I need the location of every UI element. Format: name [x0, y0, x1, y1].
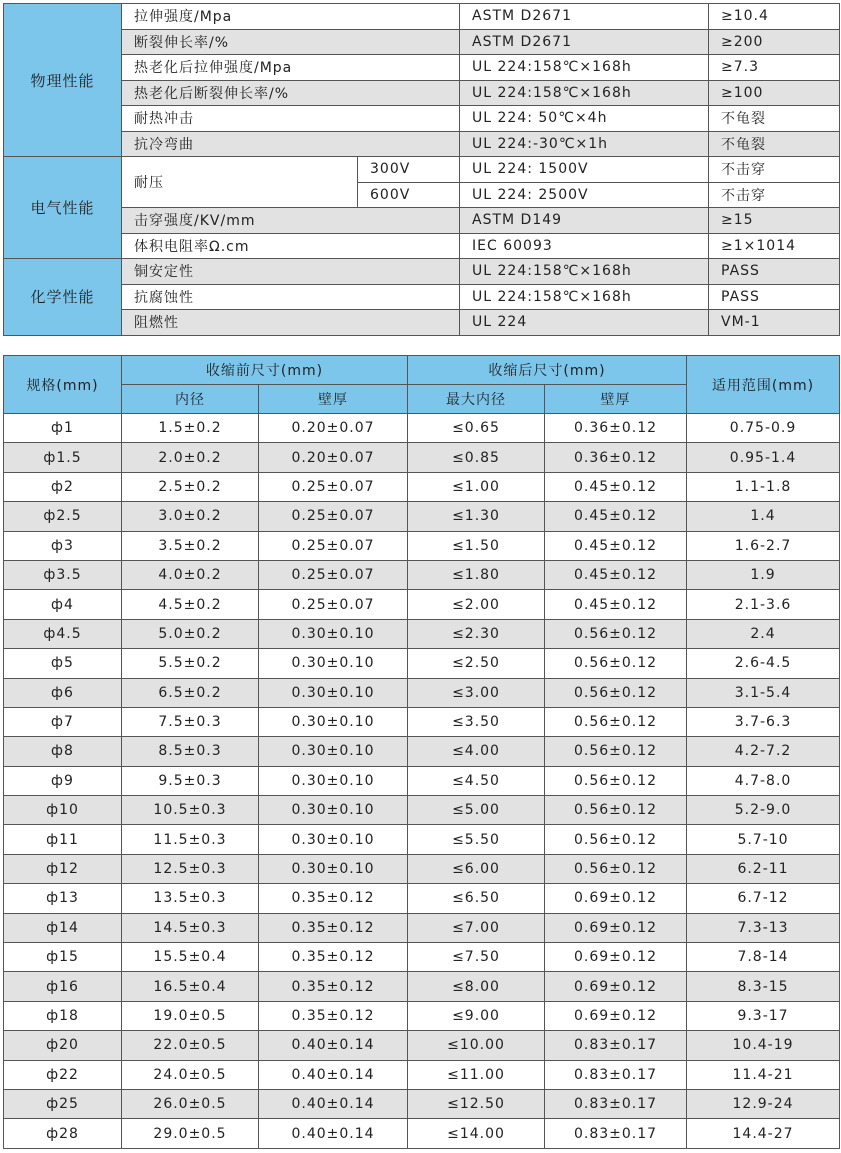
max-inner-diameter-cell: ≤12.50: [408, 1089, 545, 1118]
wall-thickness-cell: 0.40±0.14: [259, 1089, 408, 1118]
wall-thickness-cell: 0.30±0.10: [259, 707, 408, 736]
max-inner-diameter-cell: ≤3.50: [408, 707, 545, 736]
table-row: [4, 1060, 840, 1089]
header-after-shrink: 收缩后尺寸(mm): [408, 356, 687, 385]
max-inner-diameter-cell: ≤2.50: [408, 649, 545, 678]
max-inner-diameter-cell: ≤5.00: [408, 796, 545, 825]
wall-thickness-cell: 0.40±0.14: [259, 1031, 408, 1060]
wall-thickness-cell: 0.25±0.07: [259, 560, 408, 589]
max-inner-diameter-cell: ≤0.85: [408, 443, 545, 472]
range-cell: 8.3-15: [687, 972, 840, 1001]
property-row: [4, 4, 840, 30]
inner-diameter-cell: 9.5±0.3: [122, 766, 259, 795]
inner-diameter-cell: 4.0±0.2: [122, 560, 259, 589]
header-before-shrink: 收缩前尺寸(mm): [122, 356, 408, 385]
max-inner-diameter-cell: ≤1.30: [408, 502, 545, 531]
property-value: ≥10.4: [709, 4, 840, 30]
range-cell: 2.6-4.5: [687, 649, 840, 678]
range-cell: 1.1-1.8: [687, 472, 840, 501]
table-row: [4, 590, 840, 619]
table-row: [4, 1119, 840, 1148]
property-row: [4, 284, 840, 310]
property-value: PASS: [709, 284, 840, 310]
spec-cell: ф18: [4, 1001, 122, 1030]
inner-diameter-cell: 12.5±0.3: [122, 854, 259, 883]
property-value: ≥200: [709, 29, 840, 55]
wall-thickness-after-cell: 0.83±0.17: [545, 1060, 687, 1089]
max-inner-diameter-cell: ≤4.00: [408, 737, 545, 766]
wall-thickness-after-cell: 0.69±0.12: [545, 1001, 687, 1030]
inner-diameter-cell: 24.0±0.5: [122, 1060, 259, 1089]
range-cell: 2.4: [687, 619, 840, 648]
inner-diameter-cell: 16.5±0.4: [122, 972, 259, 1001]
wall-thickness-cell: 0.30±0.10: [259, 796, 408, 825]
range-cell: 14.4-27: [687, 1119, 840, 1148]
spec-cell: ф12: [4, 854, 122, 883]
range-cell: 7.3-13: [687, 913, 840, 942]
property-method: UL 224:158℃×168h: [460, 259, 709, 285]
property-value: ≥100: [709, 80, 840, 106]
spec-cell: ф20: [4, 1031, 122, 1060]
max-inner-diameter-cell: ≤14.00: [408, 1119, 545, 1148]
inner-diameter-cell: 11.5±0.3: [122, 825, 259, 854]
range-cell: 5.2-9.0: [687, 796, 840, 825]
wall-thickness-after-cell: 0.83±0.17: [545, 1031, 687, 1060]
spec-cell: ф1: [4, 414, 122, 443]
property-item: 抗冷弯曲: [122, 131, 460, 157]
spec-cell: ф3.5: [4, 560, 122, 589]
property-value: 不击穿: [709, 157, 840, 183]
property-method: IEC 60093: [460, 233, 709, 259]
property-method: UL 224:158℃×168h: [460, 284, 709, 310]
range-cell: 12.9-24: [687, 1089, 840, 1118]
property-method: ASTM D2671: [460, 29, 709, 55]
max-inner-diameter-cell: ≤1.50: [408, 531, 545, 560]
spec-cell: ф4: [4, 590, 122, 619]
wall-thickness-after-cell: 0.56±0.12: [545, 619, 687, 648]
spec-cell: ф8: [4, 737, 122, 766]
property-method: UL 224:158℃×168h: [460, 80, 709, 106]
wall-thickness-cell: 0.35±0.12: [259, 913, 408, 942]
property-item: 拉伸强度/Mpa: [122, 4, 460, 30]
spec-cell: ф1.5: [4, 443, 122, 472]
property-item: 断裂伸长率/%: [122, 29, 460, 55]
wall-thickness-after-cell: 0.56±0.12: [545, 796, 687, 825]
table-row: [4, 1089, 840, 1118]
wall-thickness-cell: 0.40±0.14: [259, 1119, 408, 1148]
table-row: [4, 678, 840, 707]
wall-thickness-cell: 0.35±0.12: [259, 943, 408, 972]
inner-diameter-cell: 7.5±0.3: [122, 707, 259, 736]
property-item: 热老化后断裂伸长率/%: [122, 80, 460, 106]
max-inner-diameter-cell: ≤5.50: [408, 825, 545, 854]
wall-thickness-after-cell: 0.45±0.12: [545, 590, 687, 619]
table-row: [4, 472, 840, 501]
range-cell: 2.1-3.6: [687, 590, 840, 619]
property-value: ≥7.3: [709, 55, 840, 81]
spec-cell: ф14: [4, 913, 122, 942]
max-inner-diameter-cell: ≤3.00: [408, 678, 545, 707]
inner-diameter-cell: 4.5±0.2: [122, 590, 259, 619]
wall-thickness-after-cell: 0.36±0.12: [545, 414, 687, 443]
wall-thickness-after-cell: 0.56±0.12: [545, 678, 687, 707]
inner-diameter-cell: 22.0±0.5: [122, 1031, 259, 1060]
category-electrical: 电气性能: [4, 157, 122, 259]
spec-cell: ф9: [4, 766, 122, 795]
header-spec: 规格(mm): [4, 356, 122, 414]
wall-thickness-cell: 0.30±0.10: [259, 825, 408, 854]
wall-thickness-cell: 0.35±0.12: [259, 884, 408, 913]
inner-diameter-cell: 10.5±0.3: [122, 796, 259, 825]
inner-diameter-cell: 1.5±0.2: [122, 414, 259, 443]
header-range: 适用范围(mm): [687, 356, 840, 414]
spec-cell: ф3: [4, 531, 122, 560]
header-wall-thickness-after: 壁厚: [545, 385, 687, 414]
property-method: UL 224:-30℃×1h: [460, 131, 709, 157]
sizes-body: [4, 414, 840, 1149]
spec-cell: ф11: [4, 825, 122, 854]
wall-thickness-after-cell: 0.56±0.12: [545, 737, 687, 766]
table-row: [4, 825, 840, 854]
property-item: 抗腐蚀性: [122, 284, 460, 310]
property-item: 击穿强度/KV/mm: [122, 208, 460, 234]
spec-cell: ф2.5: [4, 502, 122, 531]
property-value: PASS: [709, 259, 840, 285]
property-item: 体积电阻率Ω.cm: [122, 233, 460, 259]
category-chemical: 化学性能: [4, 259, 122, 336]
inner-diameter-cell: 3.0±0.2: [122, 502, 259, 531]
property-value: ≥1×1014: [709, 233, 840, 259]
table-row: [4, 796, 840, 825]
range-cell: 11.4-21: [687, 1060, 840, 1089]
property-row: [4, 157, 840, 183]
inner-diameter-cell: 3.5±0.2: [122, 531, 259, 560]
inner-diameter-cell: 6.5±0.2: [122, 678, 259, 707]
table-row: [4, 884, 840, 913]
max-inner-diameter-cell: ≤2.30: [408, 619, 545, 648]
spec-cell: ф16: [4, 972, 122, 1001]
wall-thickness-cell: 0.30±0.10: [259, 619, 408, 648]
wall-thickness-after-cell: 0.45±0.12: [545, 560, 687, 589]
range-cell: 3.1-5.4: [687, 678, 840, 707]
spec-cell: ф6: [4, 678, 122, 707]
wall-thickness-cell: 0.25±0.07: [259, 590, 408, 619]
max-inner-diameter-cell: ≤6.50: [408, 884, 545, 913]
wall-thickness-cell: 0.25±0.07: [259, 531, 408, 560]
range-cell: 9.3-17: [687, 1001, 840, 1030]
spec-cell: ф15: [4, 943, 122, 972]
sizes-header-row: [4, 356, 840, 385]
property-item: 耐热冲击: [122, 106, 460, 132]
property-item: 铜安定性: [122, 259, 460, 285]
table-row: [4, 1031, 840, 1060]
property-row: [4, 259, 840, 285]
wall-thickness-after-cell: 0.56±0.12: [545, 854, 687, 883]
property-method: UL 224: 1500V: [460, 157, 709, 183]
table-row: [4, 913, 840, 942]
inner-diameter-cell: 5.5±0.2: [122, 649, 259, 678]
property-method: ASTM D149: [460, 208, 709, 234]
wall-thickness-cell: 0.25±0.07: [259, 502, 408, 531]
property-row: [4, 233, 840, 259]
max-inner-diameter-cell: ≤8.00: [408, 972, 545, 1001]
property-value: 不龟裂: [709, 106, 840, 132]
spec-cell: ф25: [4, 1089, 122, 1118]
inner-diameter-cell: 26.0±0.5: [122, 1089, 259, 1118]
wall-thickness-after-cell: 0.69±0.12: [545, 972, 687, 1001]
table-row: [4, 531, 840, 560]
range-cell: 6.2-11: [687, 854, 840, 883]
property-item: 热老化后拉伸强度/Mpa: [122, 55, 460, 81]
wall-thickness-cell: 0.35±0.12: [259, 1001, 408, 1030]
table-row: [4, 854, 840, 883]
max-inner-diameter-cell: ≤6.00: [408, 854, 545, 883]
property-row: [4, 55, 840, 81]
wall-thickness-after-cell: 0.83±0.17: [545, 1119, 687, 1148]
wall-thickness-cell: 0.35±0.12: [259, 972, 408, 1001]
max-inner-diameter-cell: ≤1.00: [408, 472, 545, 501]
property-sub-voltage: 600V: [358, 182, 460, 208]
wall-thickness-after-cell: 0.45±0.12: [545, 472, 687, 501]
wall-thickness-after-cell: 0.69±0.12: [545, 943, 687, 972]
sizes-table: [3, 355, 840, 1149]
property-row: [4, 131, 840, 157]
inner-diameter-cell: 15.5±0.4: [122, 943, 259, 972]
table-row: [4, 560, 840, 589]
wall-thickness-after-cell: 0.45±0.12: [545, 502, 687, 531]
max-inner-diameter-cell: ≤1.80: [408, 560, 545, 589]
table-row: [4, 1001, 840, 1030]
property-value: VM-1: [709, 310, 840, 336]
wall-thickness-cell: 0.30±0.10: [259, 678, 408, 707]
property-row: [4, 29, 840, 55]
spec-cell: ф28: [4, 1119, 122, 1148]
property-value: ≥15: [709, 208, 840, 234]
range-cell: 4.2-7.2: [687, 737, 840, 766]
range-cell: 4.7-8.0: [687, 766, 840, 795]
max-inner-diameter-cell: ≤11.00: [408, 1060, 545, 1089]
table-row: [4, 649, 840, 678]
spec-cell: ф22: [4, 1060, 122, 1089]
wall-thickness-after-cell: 0.56±0.12: [545, 649, 687, 678]
table-row: [4, 737, 840, 766]
property-row: [4, 80, 840, 106]
spec-cell: ф7: [4, 707, 122, 736]
range-cell: 0.75-0.9: [687, 414, 840, 443]
spec-cell: ф5: [4, 649, 122, 678]
inner-diameter-cell: 8.5±0.3: [122, 737, 259, 766]
range-cell: 5.7-10: [687, 825, 840, 854]
max-inner-diameter-cell: ≤4.50: [408, 766, 545, 795]
wall-thickness-after-cell: 0.45±0.12: [545, 531, 687, 560]
property-value: 不龟裂: [709, 131, 840, 157]
spec-cell: ф10: [4, 796, 122, 825]
max-inner-diameter-cell: ≤10.00: [408, 1031, 545, 1060]
max-inner-diameter-cell: ≤9.00: [408, 1001, 545, 1030]
property-sub-voltage: 300V: [358, 157, 460, 183]
range-cell: 6.7-12: [687, 884, 840, 913]
inner-diameter-cell: 2.0±0.2: [122, 443, 259, 472]
property-row: [4, 208, 840, 234]
property-method: UL 224: 50℃×4h: [460, 106, 709, 132]
max-inner-diameter-cell: ≤0.65: [408, 414, 545, 443]
header-wall-thickness: 壁厚: [259, 385, 408, 414]
wall-thickness-after-cell: 0.56±0.12: [545, 707, 687, 736]
table-row: [4, 619, 840, 648]
range-cell: 10.4-19: [687, 1031, 840, 1060]
property-method: UL 224: 2500V: [460, 182, 709, 208]
category-physical: 物理性能: [4, 4, 122, 157]
wall-thickness-after-cell: 0.69±0.12: [545, 884, 687, 913]
inner-diameter-cell: 14.5±0.3: [122, 913, 259, 942]
wall-thickness-cell: 0.30±0.10: [259, 649, 408, 678]
range-cell: 1.4: [687, 502, 840, 531]
wall-thickness-after-cell: 0.56±0.12: [545, 766, 687, 795]
table-row: [4, 943, 840, 972]
wall-thickness-after-cell: 0.69±0.12: [545, 913, 687, 942]
property-row: [4, 106, 840, 132]
table-row: [4, 443, 840, 472]
properties-table: [3, 3, 840, 336]
wall-thickness-after-cell: 0.83±0.17: [545, 1089, 687, 1118]
property-method: UL 224:158℃×168h: [460, 55, 709, 81]
wall-thickness-cell: 0.30±0.10: [259, 737, 408, 766]
wall-thickness-after-cell: 0.56±0.12: [545, 825, 687, 854]
max-inner-diameter-cell: ≤7.50: [408, 943, 545, 972]
inner-diameter-cell: 5.0±0.2: [122, 619, 259, 648]
header-inner-diameter: 内径: [122, 385, 259, 414]
wall-thickness-cell: 0.20±0.07: [259, 414, 408, 443]
wall-thickness-cell: 0.20±0.07: [259, 443, 408, 472]
inner-diameter-cell: 19.0±0.5: [122, 1001, 259, 1030]
inner-diameter-cell: 29.0±0.5: [122, 1119, 259, 1148]
table-row: [4, 414, 840, 443]
range-cell: 1.6-2.7: [687, 531, 840, 560]
max-inner-diameter-cell: ≤2.00: [408, 590, 545, 619]
table-row: [4, 707, 840, 736]
table-row: [4, 972, 840, 1001]
wall-thickness-cell: 0.25±0.07: [259, 472, 408, 501]
range-cell: 3.7-6.3: [687, 707, 840, 736]
table-row: [4, 766, 840, 795]
property-method: UL 224: [460, 310, 709, 336]
property-method: ASTM D2671: [460, 4, 709, 30]
wall-thickness-cell: 0.40±0.14: [259, 1060, 408, 1089]
property-value: 不击穿: [709, 182, 840, 208]
wall-thickness-cell: 0.30±0.10: [259, 766, 408, 795]
wall-thickness-after-cell: 0.36±0.12: [545, 443, 687, 472]
range-cell: 0.95-1.4: [687, 443, 840, 472]
spec-cell: ф13: [4, 884, 122, 913]
table-row: [4, 502, 840, 531]
property-item: 耐压: [122, 157, 358, 208]
wall-thickness-cell: 0.30±0.10: [259, 854, 408, 883]
spec-cell: ф4.5: [4, 619, 122, 648]
header-max-inner-diameter: 最大内径: [408, 385, 545, 414]
range-cell: 1.9: [687, 560, 840, 589]
inner-diameter-cell: 2.5±0.2: [122, 472, 259, 501]
max-inner-diameter-cell: ≤7.00: [408, 913, 545, 942]
range-cell: 7.8-14: [687, 943, 840, 972]
property-item: 阻燃性: [122, 310, 460, 336]
spec-cell: ф2: [4, 472, 122, 501]
property-row: [4, 310, 840, 336]
inner-diameter-cell: 13.5±0.3: [122, 884, 259, 913]
